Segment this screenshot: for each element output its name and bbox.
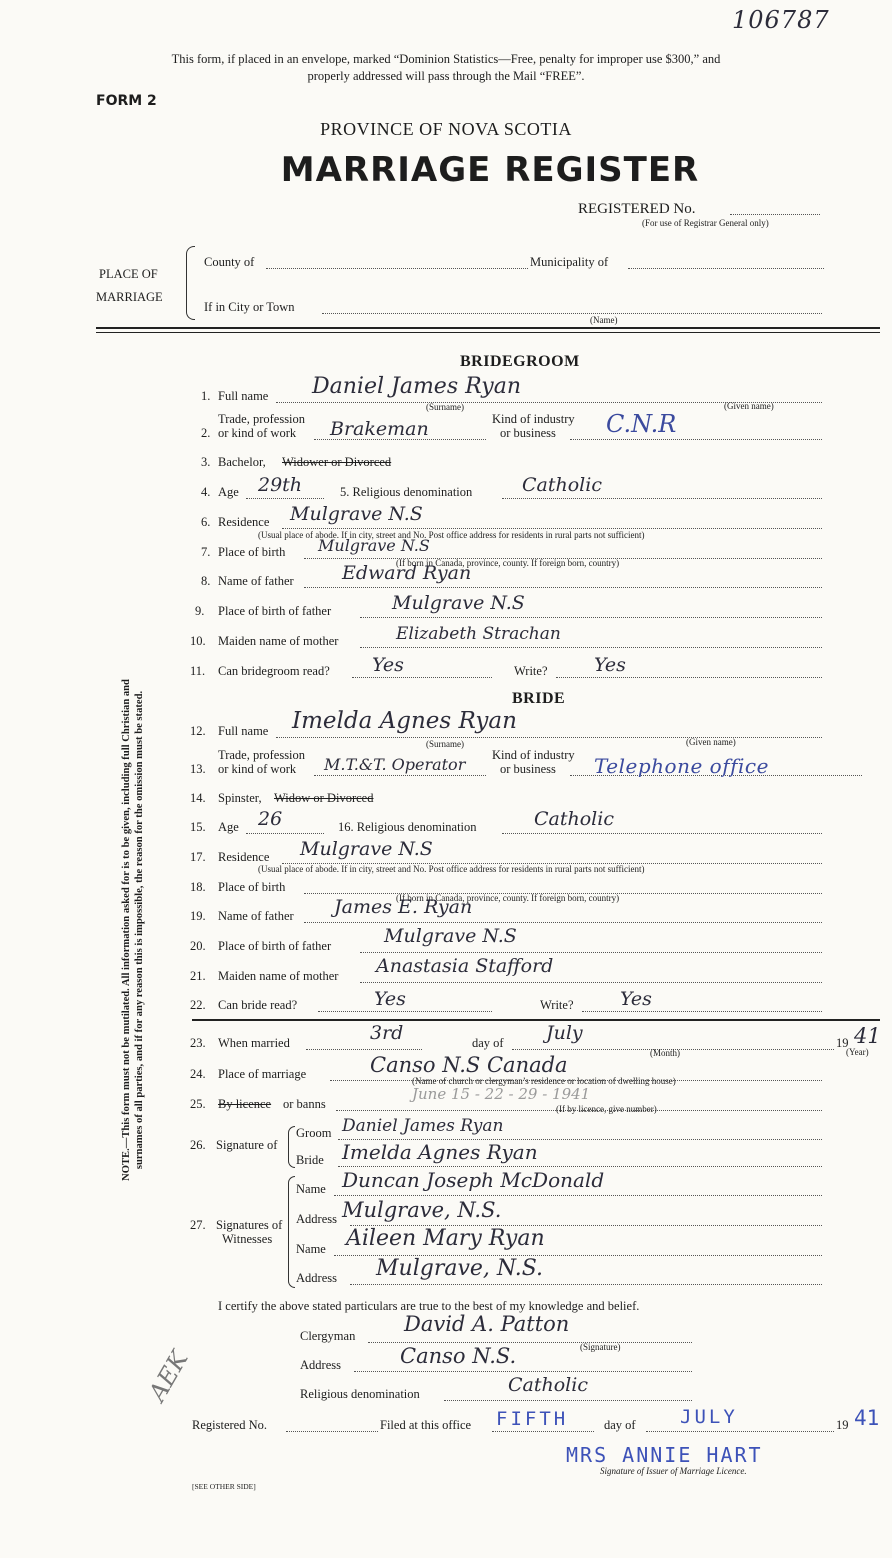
bride-heading: BRIDE (512, 690, 566, 707)
bride-trade: M.T.&T. Operator (324, 755, 466, 774)
f1-label: Full name (218, 389, 269, 403)
bride-write: Yes (620, 988, 652, 1010)
f3-struck: Widower or Divorced (282, 455, 392, 469)
registered-no-line (730, 214, 820, 215)
groom-industry-line (570, 439, 822, 440)
bride-father-birthplace: Mulgrave N.S (384, 925, 517, 947)
w2-name-label: Name (296, 1242, 326, 1256)
registered-no-label: REGISTERED No. (578, 201, 696, 217)
f23-day-line (306, 1049, 422, 1050)
f26-label: Signature of (216, 1138, 278, 1152)
f13-line (314, 775, 486, 776)
county-line (266, 268, 528, 269)
f23-day-of: day of (472, 1036, 504, 1050)
f10-label: Maiden name of mother (218, 634, 339, 648)
f25-struck: By licence (218, 1097, 272, 1111)
f3-prefix: Bachelor, (218, 455, 266, 469)
registered-label: Registered No. (192, 1418, 267, 1432)
bridegroom-heading: BRIDEGROOM (460, 353, 580, 370)
f8-num: 8. (201, 574, 211, 588)
place-label-1: PLACE OF (99, 267, 158, 281)
f23-num: 23. (190, 1036, 206, 1050)
place-caption: (Name of church or clergyman’s residence or location of dwelling house) (412, 1076, 676, 1086)
filed-year-prefix: 19 (836, 1418, 849, 1432)
f21-line (360, 982, 822, 983)
f22-label: Can bride read? (218, 998, 298, 1012)
groom-write: Yes (594, 654, 626, 676)
f9-label: Place of birth of father (218, 604, 332, 618)
form-number: FORM 2 (96, 93, 157, 109)
margin-initials: AEK (143, 1346, 194, 1406)
f4-label: Age (218, 485, 239, 499)
bride-full-name: Imelda Agnes Ryan (292, 708, 517, 734)
groom-signature: Daniel James Ryan (342, 1116, 504, 1136)
f21-label: Maiden name of mother (218, 969, 339, 983)
city-line (322, 313, 822, 314)
f22-line (318, 1011, 492, 1012)
f1-num: 1. (201, 389, 211, 403)
groom-surname-caption: (Surname) (426, 402, 464, 412)
f4-num: 4. (201, 485, 211, 499)
f8-line (304, 587, 822, 588)
clergyman-signature: David A. Patton (404, 1312, 570, 1336)
groom-denomination: Catholic (522, 474, 602, 496)
f27-label-a: Signatures of (216, 1218, 283, 1232)
f20-label: Place of birth of father (218, 939, 332, 953)
f25-rest: or banns (283, 1097, 326, 1111)
f17-label: Residence (218, 850, 270, 864)
province-title: PROVINCE OF NOVA SCOTIA (320, 119, 572, 139)
f8-label: Name of father (218, 574, 294, 588)
f14-num: 14. (190, 791, 206, 805)
bride-read: Yes (374, 988, 406, 1010)
bride-sig-label: Bride (296, 1153, 324, 1167)
f5-label: 5. Religious denomination (340, 485, 473, 499)
clergy-denomination: Catholic (508, 1374, 588, 1396)
filed-day-of: day of (604, 1418, 636, 1432)
bride-sig-line (338, 1166, 822, 1167)
bride-write-line (582, 1011, 822, 1012)
certification-statement: I certify the above stated particulars are true to the best of my knowledge and belief. (218, 1299, 640, 1313)
groom-sig-label: Groom (296, 1126, 332, 1140)
f9-num: 9. (195, 604, 205, 618)
bride-age: 26 (258, 808, 283, 830)
f6-label: Residence (218, 515, 270, 529)
bride-industry-label-a: Kind of industry (492, 748, 575, 762)
f4-line (246, 498, 324, 499)
month-caption: (Month) (650, 1048, 680, 1058)
f12-num: 12. (190, 724, 206, 738)
signature-brace (288, 1126, 295, 1168)
f24-num: 24. (190, 1067, 206, 1081)
f20-num: 20. (190, 939, 206, 953)
witness2-name: Aileen Mary Ryan (346, 1226, 545, 1251)
groom-mother: Elizabeth Strachan (396, 624, 561, 644)
municipality-label: Municipality of (530, 255, 609, 269)
bride-industry: Telephone office (594, 754, 769, 778)
witness1-name: Duncan Joseph McDonald (342, 1168, 605, 1192)
groom-industry: C.N.R (606, 410, 677, 438)
clergyman-label: Clergyman (300, 1329, 356, 1343)
bride-given-caption: (Given name) (686, 737, 736, 747)
w1-address-label: Address (296, 1212, 337, 1226)
bride-residence: Mulgrave N.S (300, 838, 433, 860)
f13-label-b: or kind of work (218, 762, 297, 776)
header-notice-line1: This form, if placed in an envelope, marked “Dominion Statistics—Free, penalty for improper use $300,” and (171, 52, 721, 66)
f9-line (360, 617, 822, 618)
f27-label-b: Witnesses (222, 1232, 273, 1246)
groom-industry-label-b: or business (500, 426, 556, 440)
clergyman-line (368, 1342, 692, 1343)
f19-label: Name of father (218, 909, 294, 923)
f13-num: 13. (190, 762, 206, 776)
divider-top-2 (96, 332, 880, 333)
f5-line (502, 498, 822, 499)
side-note-line2: surnames of all parties, and if for any reason this is impossible, the reason for the omission must be stated. (134, 690, 145, 1170)
marriage-year: 41 (854, 1024, 881, 1048)
f16-line (502, 833, 822, 834)
w2-address-label: Address (296, 1271, 337, 1285)
clergy-address-label: Address (300, 1358, 341, 1372)
city-label: If in City or Town (204, 300, 295, 314)
signature-caption: (Signature) (580, 1342, 621, 1352)
witness1-address: Mulgrave, N.S. (342, 1198, 502, 1222)
filed-day: FIFTH (496, 1408, 569, 1430)
issuer-caption: Signature of Issuer of Marriage Licence. (600, 1466, 747, 1476)
marriage-day: 3rd (370, 1022, 404, 1044)
filed-month-line (646, 1431, 834, 1432)
groom-residence-caption: (Usual place of abode. If in city, street and No. Post office address for residents in rural parts not sufficient) (258, 530, 645, 540)
f12-line (276, 737, 822, 738)
f21-num: 21. (190, 969, 206, 983)
f19-line (304, 922, 822, 923)
see-other-side: [SEE OTHER SIDE] (192, 1482, 256, 1491)
f24-label: Place of marriage (218, 1067, 307, 1081)
f18-label: Place of birth (218, 880, 286, 894)
groom-residence: Mulgrave N.S (290, 503, 423, 525)
bride-denomination: Catholic (534, 808, 614, 830)
f17-num: 17. (190, 850, 206, 864)
f14-prefix: Spinster, (218, 791, 262, 805)
w1-name-label: Name (296, 1182, 326, 1196)
f20-line (360, 952, 822, 953)
groom-father-birthplace: Mulgrave N.S (392, 592, 525, 614)
f22-num: 22. (190, 998, 206, 1012)
witness2-address: Mulgrave, N.S. (376, 1256, 543, 1281)
registered-line (286, 1431, 378, 1432)
bride-industry-label-b: or business (500, 762, 556, 776)
place-label-2: MARRIAGE (96, 290, 163, 304)
groom-full-name: Daniel James Ryan (312, 374, 521, 399)
bride-surname-caption: (Surname) (426, 739, 464, 749)
header-notice-line2: properly addressed will pass through the Mail “FREE”. (307, 69, 585, 83)
f15-line (246, 833, 324, 834)
filed-year: 41 (854, 1406, 880, 1430)
bride-write-label: Write? (540, 998, 574, 1012)
f11-num: 11. (190, 664, 206, 678)
year-caption: (Year) (846, 1047, 869, 1057)
f18-num: 18. (190, 880, 206, 894)
bride-mother: Anastasia Stafford (376, 955, 554, 977)
groom-birthplace: Mulgrave N.S (318, 536, 430, 555)
filed-day-line (492, 1431, 594, 1432)
f2-num: 2. (201, 426, 211, 440)
marriage-place: Canso N.S Canada (370, 1053, 568, 1077)
groom-father: Edward Ryan (342, 562, 472, 584)
f7-label: Place of birth (218, 545, 286, 559)
f6-line (282, 528, 822, 529)
municipality-line (628, 268, 824, 269)
f26-num: 26. (190, 1138, 206, 1152)
groom-industry-label-a: Kind of industry (492, 412, 575, 426)
f23-label: When married (218, 1036, 290, 1050)
groom-trade: Brakeman (330, 418, 429, 440)
county-label: County of (204, 255, 255, 269)
divider-top-1 (96, 327, 880, 329)
f16-label: 16. Religious denomination (338, 820, 477, 834)
clergy-address-line (354, 1371, 692, 1372)
groom-read: Yes (372, 654, 404, 676)
filed-label: Filed at this office (380, 1418, 472, 1432)
f3-num: 3. (201, 455, 211, 469)
banns-dates: June 15 - 22 - 29 - 1941 (412, 1085, 591, 1103)
clergy-denomination-label: Religious denomination (300, 1387, 420, 1401)
f2-label-a: Trade, profession (218, 412, 306, 426)
clergy-denomination-line (444, 1400, 692, 1401)
bride-father: James E. Ryan (334, 896, 473, 918)
f15-num: 15. (190, 820, 206, 834)
divider-ceremony (192, 1019, 880, 1021)
name-caption: (Name) (590, 315, 618, 325)
f25-num: 25. (190, 1097, 206, 1111)
f10-num: 10. (190, 634, 206, 648)
registrar-use-note: (For use of Registrar General only) (642, 218, 769, 228)
year-prefix: 19 (836, 1036, 849, 1050)
marriage-month: July (546, 1022, 583, 1044)
f7-num: 7. (201, 545, 211, 559)
licence-caption: (If by licence, give number) (556, 1104, 657, 1114)
f12-label: Full name (218, 724, 269, 738)
f11-line (352, 677, 492, 678)
side-note-line1: NOTE.—This form must not be mutilated. All information asked for is to be given, including full Christian and (121, 679, 132, 1181)
register-title: MARRIAGE REGISTER (280, 150, 700, 190)
f27-num: 27. (190, 1218, 206, 1232)
groom-age: 29th (258, 474, 303, 496)
groom-birth-caption: (If born in Canada, province, county. If foreign born, country) (396, 558, 620, 568)
f19-num: 19. (190, 909, 206, 923)
place-brace (186, 246, 195, 320)
bride-residence-caption: (Usual place of abode. If in city, street and No. Post office address for residents in rural parts not sufficient) (258, 864, 645, 874)
f11-label: Can bridegroom read? (218, 664, 330, 678)
f6-num: 6. (201, 515, 211, 529)
groom-write-label: Write? (514, 664, 548, 678)
f2-label-b: or kind of work (218, 426, 297, 440)
bride-signature: Imelda Agnes Ryan (342, 1140, 538, 1164)
filed-month: JULY (680, 1406, 738, 1428)
groom-given-caption: (Given name) (724, 401, 774, 411)
issuer-name: MRS ANNIE HART (566, 1443, 763, 1467)
w1-name-line (334, 1195, 822, 1196)
f14-struck: Widow or Divorced (274, 791, 374, 805)
reference-number: 106787 (732, 6, 830, 34)
bride-birth-caption: (If born in Canada, province, county. If foreign born, country) (396, 893, 620, 903)
f13-label-a: Trade, profession (218, 748, 306, 762)
f10-line (360, 647, 822, 648)
groom-write-line (556, 677, 822, 678)
witness-brace (288, 1176, 295, 1288)
f15-label: Age (218, 820, 239, 834)
clergy-address: Canso N.S. (400, 1344, 517, 1368)
w2-address-line (350, 1284, 822, 1285)
